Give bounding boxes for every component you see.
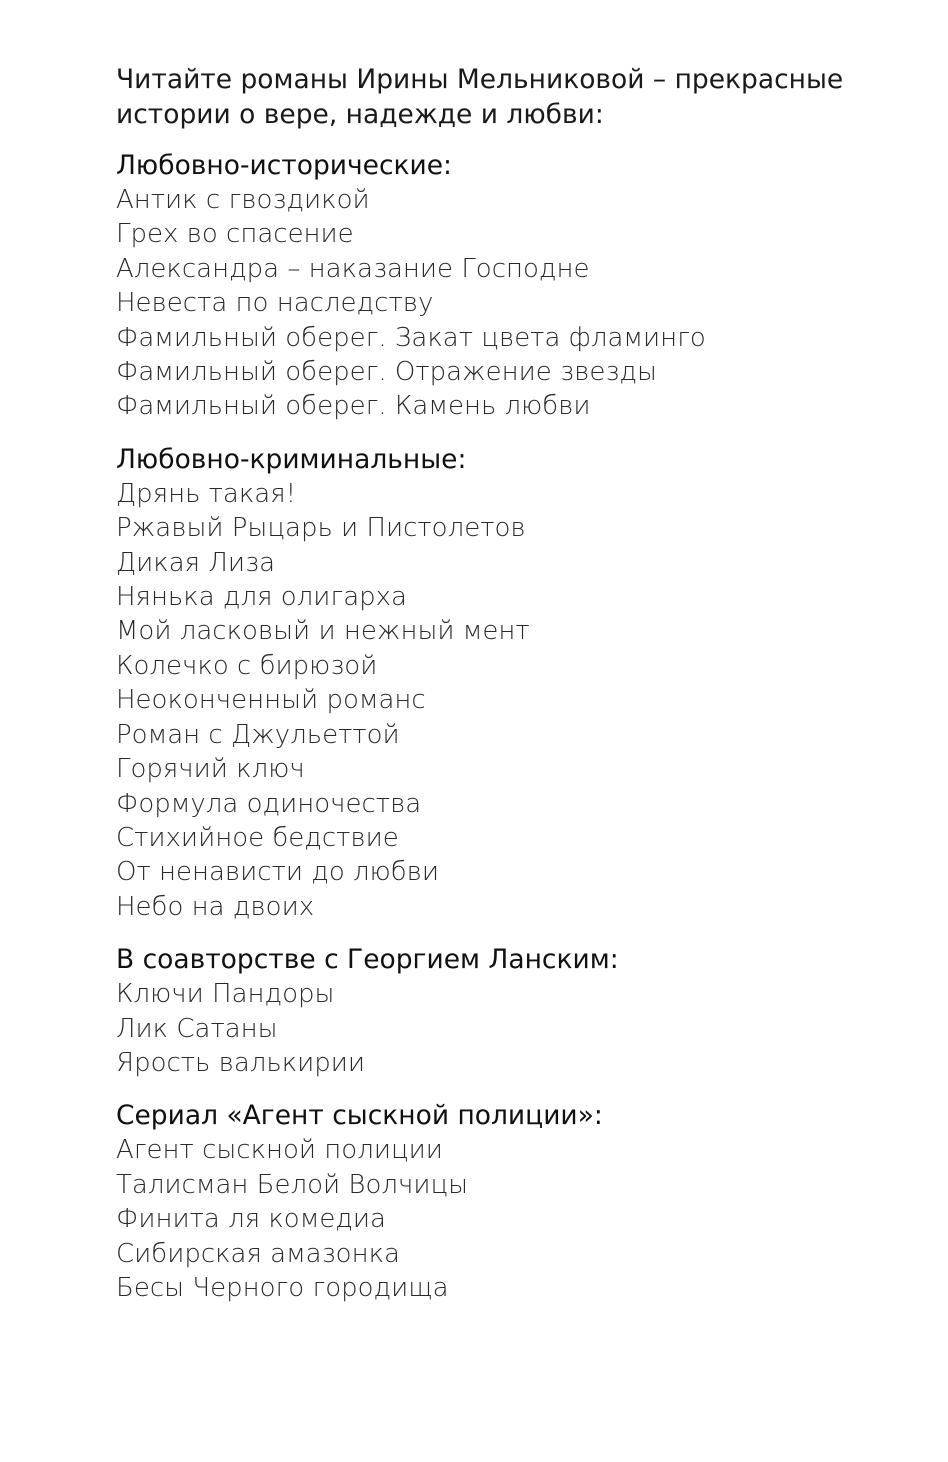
book-title: Дрянь такая!: [116, 478, 297, 509]
section-heading: В соавторстве с Георгием Ланским:: [116, 944, 619, 976]
book-title: Агент сыскной полиции: [116, 1135, 443, 1166]
book-title: Лик Сатаны: [116, 1013, 278, 1044]
book-title: Колечко с бирюзой: [116, 650, 378, 681]
book-title: Финита ля комедиа: [116, 1204, 386, 1235]
book-title: От ненависти до любви: [116, 857, 440, 888]
book-title: Нянька для олигарха: [116, 582, 407, 613]
section-coauthored: [116, 943, 896, 1080]
section-heading: Любовно-исторические:: [116, 150, 452, 181]
book-title: Формула одиночества: [116, 788, 422, 819]
section-heading: Сериал «Агент сыскной полиции»:: [116, 1100, 603, 1132]
book-title: Невеста по наследству: [116, 288, 434, 319]
intro-text: Читайте романы Ирины Мельниковой – прекрасные истории о вере, надежде и любви:: [116, 64, 844, 130]
book-title: Ярость валькирии: [116, 1047, 366, 1078]
book-title: Ключи Пандоры: [116, 979, 335, 1010]
book-title: Грех во спасение: [116, 219, 354, 250]
book-title: Стихийное бедствие: [116, 822, 399, 853]
book-title: Александра – наказание Господне: [116, 253, 590, 284]
book-page: [116, 62, 896, 1324]
book-title: Фамильный оберег. Отражение звезды: [116, 357, 657, 388]
book-title: Дикая Лиза: [116, 547, 275, 578]
book-title: Фамильный оберег. Камень любви: [116, 391, 591, 422]
book-list: [116, 183, 896, 424]
book-title: Горячий ключ: [116, 754, 305, 785]
section-historical: [116, 149, 896, 424]
book-list: [116, 1133, 896, 1305]
book-title: Талисман Белой Волчицы: [116, 1169, 469, 1200]
section-series: [116, 1099, 896, 1305]
book-title: Мой ласковый и нежный мент: [116, 616, 530, 647]
book-list: [116, 477, 896, 924]
book-title: Неоконченный романс: [116, 685, 426, 716]
book-title: Фамильный оберег. Закат цвета фламинго: [116, 322, 706, 353]
book-title: Небо на двоих: [116, 891, 315, 922]
book-list: [116, 977, 896, 1080]
book-title: Бесы Черного городища: [116, 1272, 449, 1303]
section-criminal: [116, 443, 896, 924]
book-title: Сибирская амазонка: [116, 1238, 400, 1269]
section-heading: Любовно-криминальные:: [116, 443, 467, 475]
book-title: Антик с гвоздикой: [116, 185, 370, 215]
book-title: Ржавый Рыцарь и Пистолетов: [116, 513, 526, 544]
book-title: Роман с Джульеттой: [116, 719, 400, 750]
